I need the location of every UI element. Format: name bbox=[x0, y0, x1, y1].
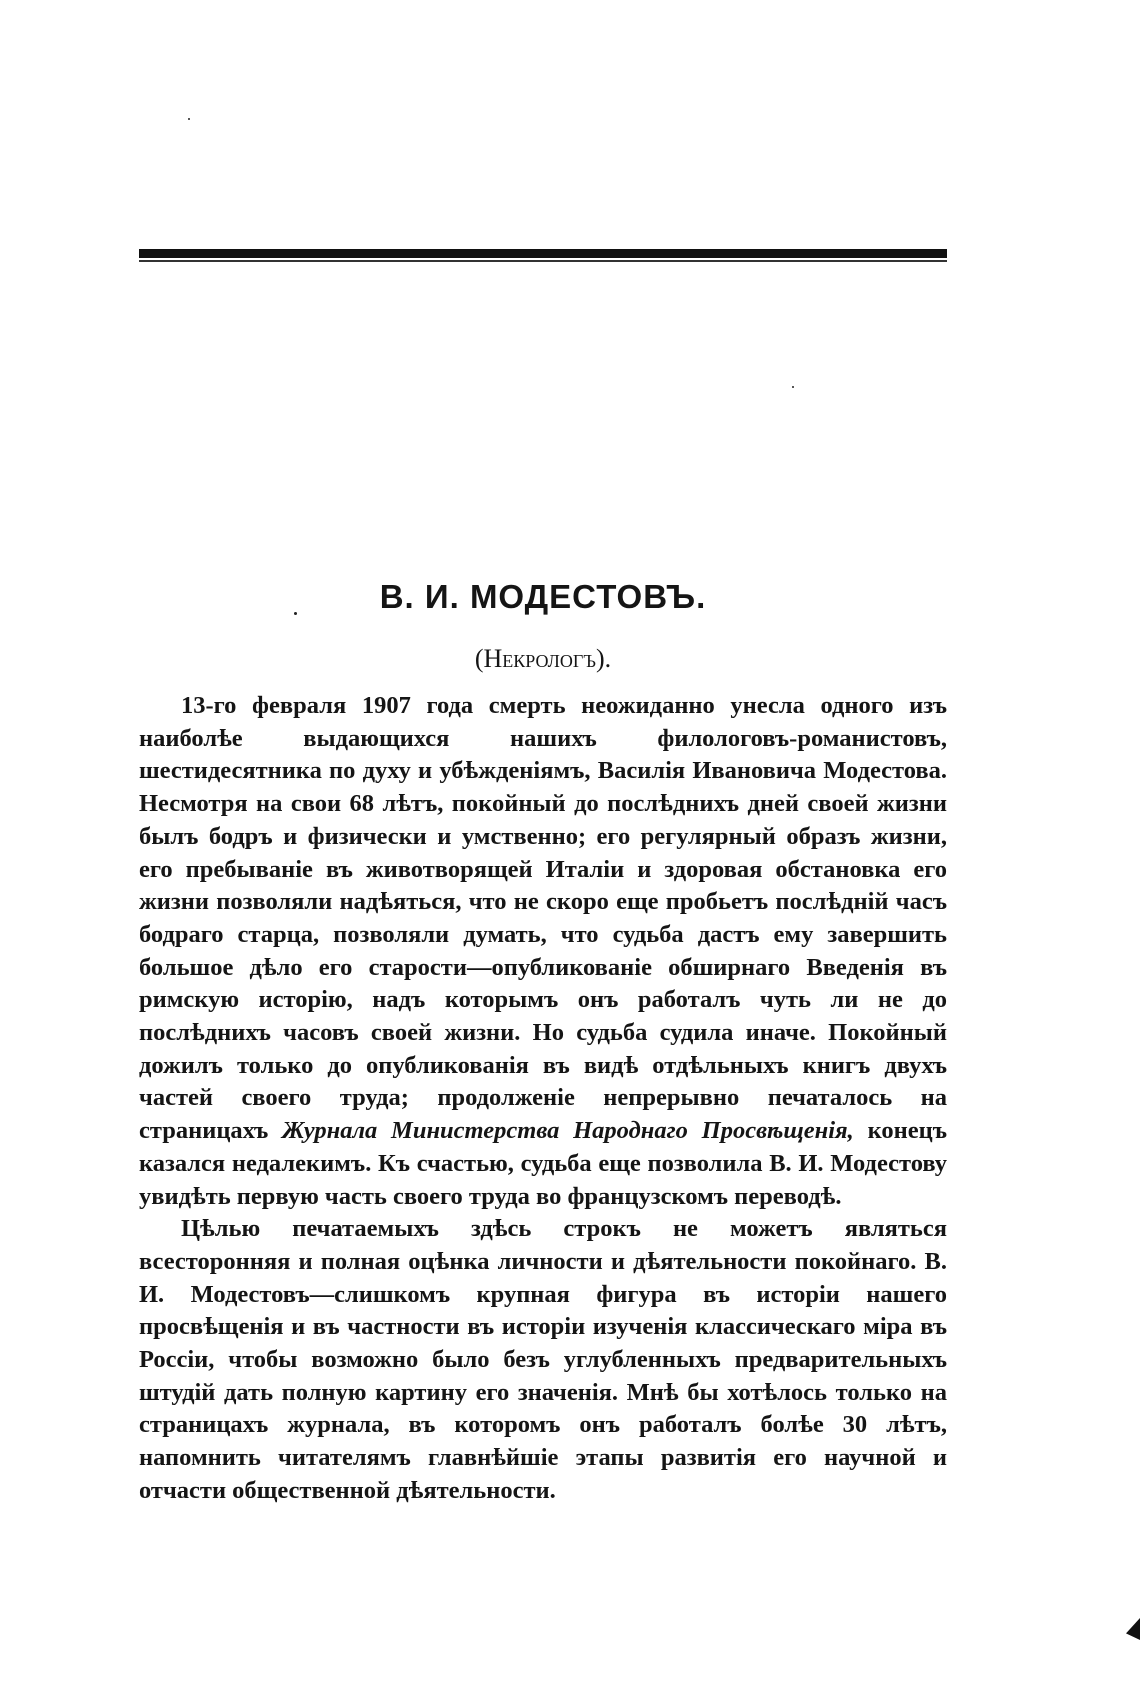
paragraph-1-text: 13-го февраля 1907 года смерть неожиданно унесла одного изъ наиболѣе выдающихся нашихъ филологовъ-романистовъ, шестидесятника по духу и убѣжденіямъ, Василія Ивановича Модестова. Несмотря на свои 68 лѣтъ, покойный до послѣднихъ дней своей жизни былъ бодръ и физически и умственно; его регулярный образъ жизни, его пребываніе въ животворящей Италіи и здоровая обстановка его жизни позволяли надѣяться, что не скоро еще пробьетъ послѣдній часъ бодраго старца, позволяли думать, что судьба дастъ ему завершить большое дѣло его старости—опубликованіе обширнаго Введенія въ римскую исторію, надъ которымъ онъ работалъ чуть ли не до послѣднихъ часовъ своей жизни. Но судьба судила иначе. Покойный дожилъ только до опубликованія въ видѣ отдѣльныхъ книгъ двухъ частей своего труда; продолженіе непрерывно печаталось на страницахъ bbox=[139, 692, 947, 1145]
article-title: В. И. МОДЕСТОВЪ. bbox=[379, 578, 707, 615]
paragraph-2: Цѣлью печатаемыхъ здѣсь строкъ не можетъ являться всесторонняя и полная оцѣнка личности и дѣятельности покойнаго. В. И. Модестовъ—слишкомъ крупная фигура въ исторіи нашего просвѣщенія и въ частности въ исторіи изученія классическаго міра въ Россіи, чтобы возможно было безъ углубленныхъ предварительныхъ штудій дать полную картину его значенія. Мнѣ бы хотѣлось только на страницахъ журнала, въ которомъ онъ работалъ болѣе 30 лѣтъ, напомнить читателямъ главнѣйшіе этапы развитія его научной и отчасти общественной дѣятельности. bbox=[139, 1215, 947, 1504]
scan-speck bbox=[188, 118, 190, 120]
paragraph-1 bbox=[139, 690, 947, 1213]
article-body bbox=[139, 690, 947, 1508]
header-rule-thin bbox=[139, 260, 947, 262]
journal-name: Журнала Министерства Народнаго Просвѣщенія, bbox=[282, 1117, 854, 1145]
scan-speck bbox=[792, 386, 794, 388]
article-subtitle: (Некрологъ). bbox=[474, 644, 612, 673]
header-rule bbox=[139, 249, 947, 258]
scan-edge-mark bbox=[1126, 1618, 1140, 1640]
paragraph-1-text-end: конецъ казался недалекимъ. Къ счастью, судьба еще позволила В. И. Модестову увидѣть первую часть своего труда во французскомъ переводѣ. bbox=[139, 1117, 947, 1210]
